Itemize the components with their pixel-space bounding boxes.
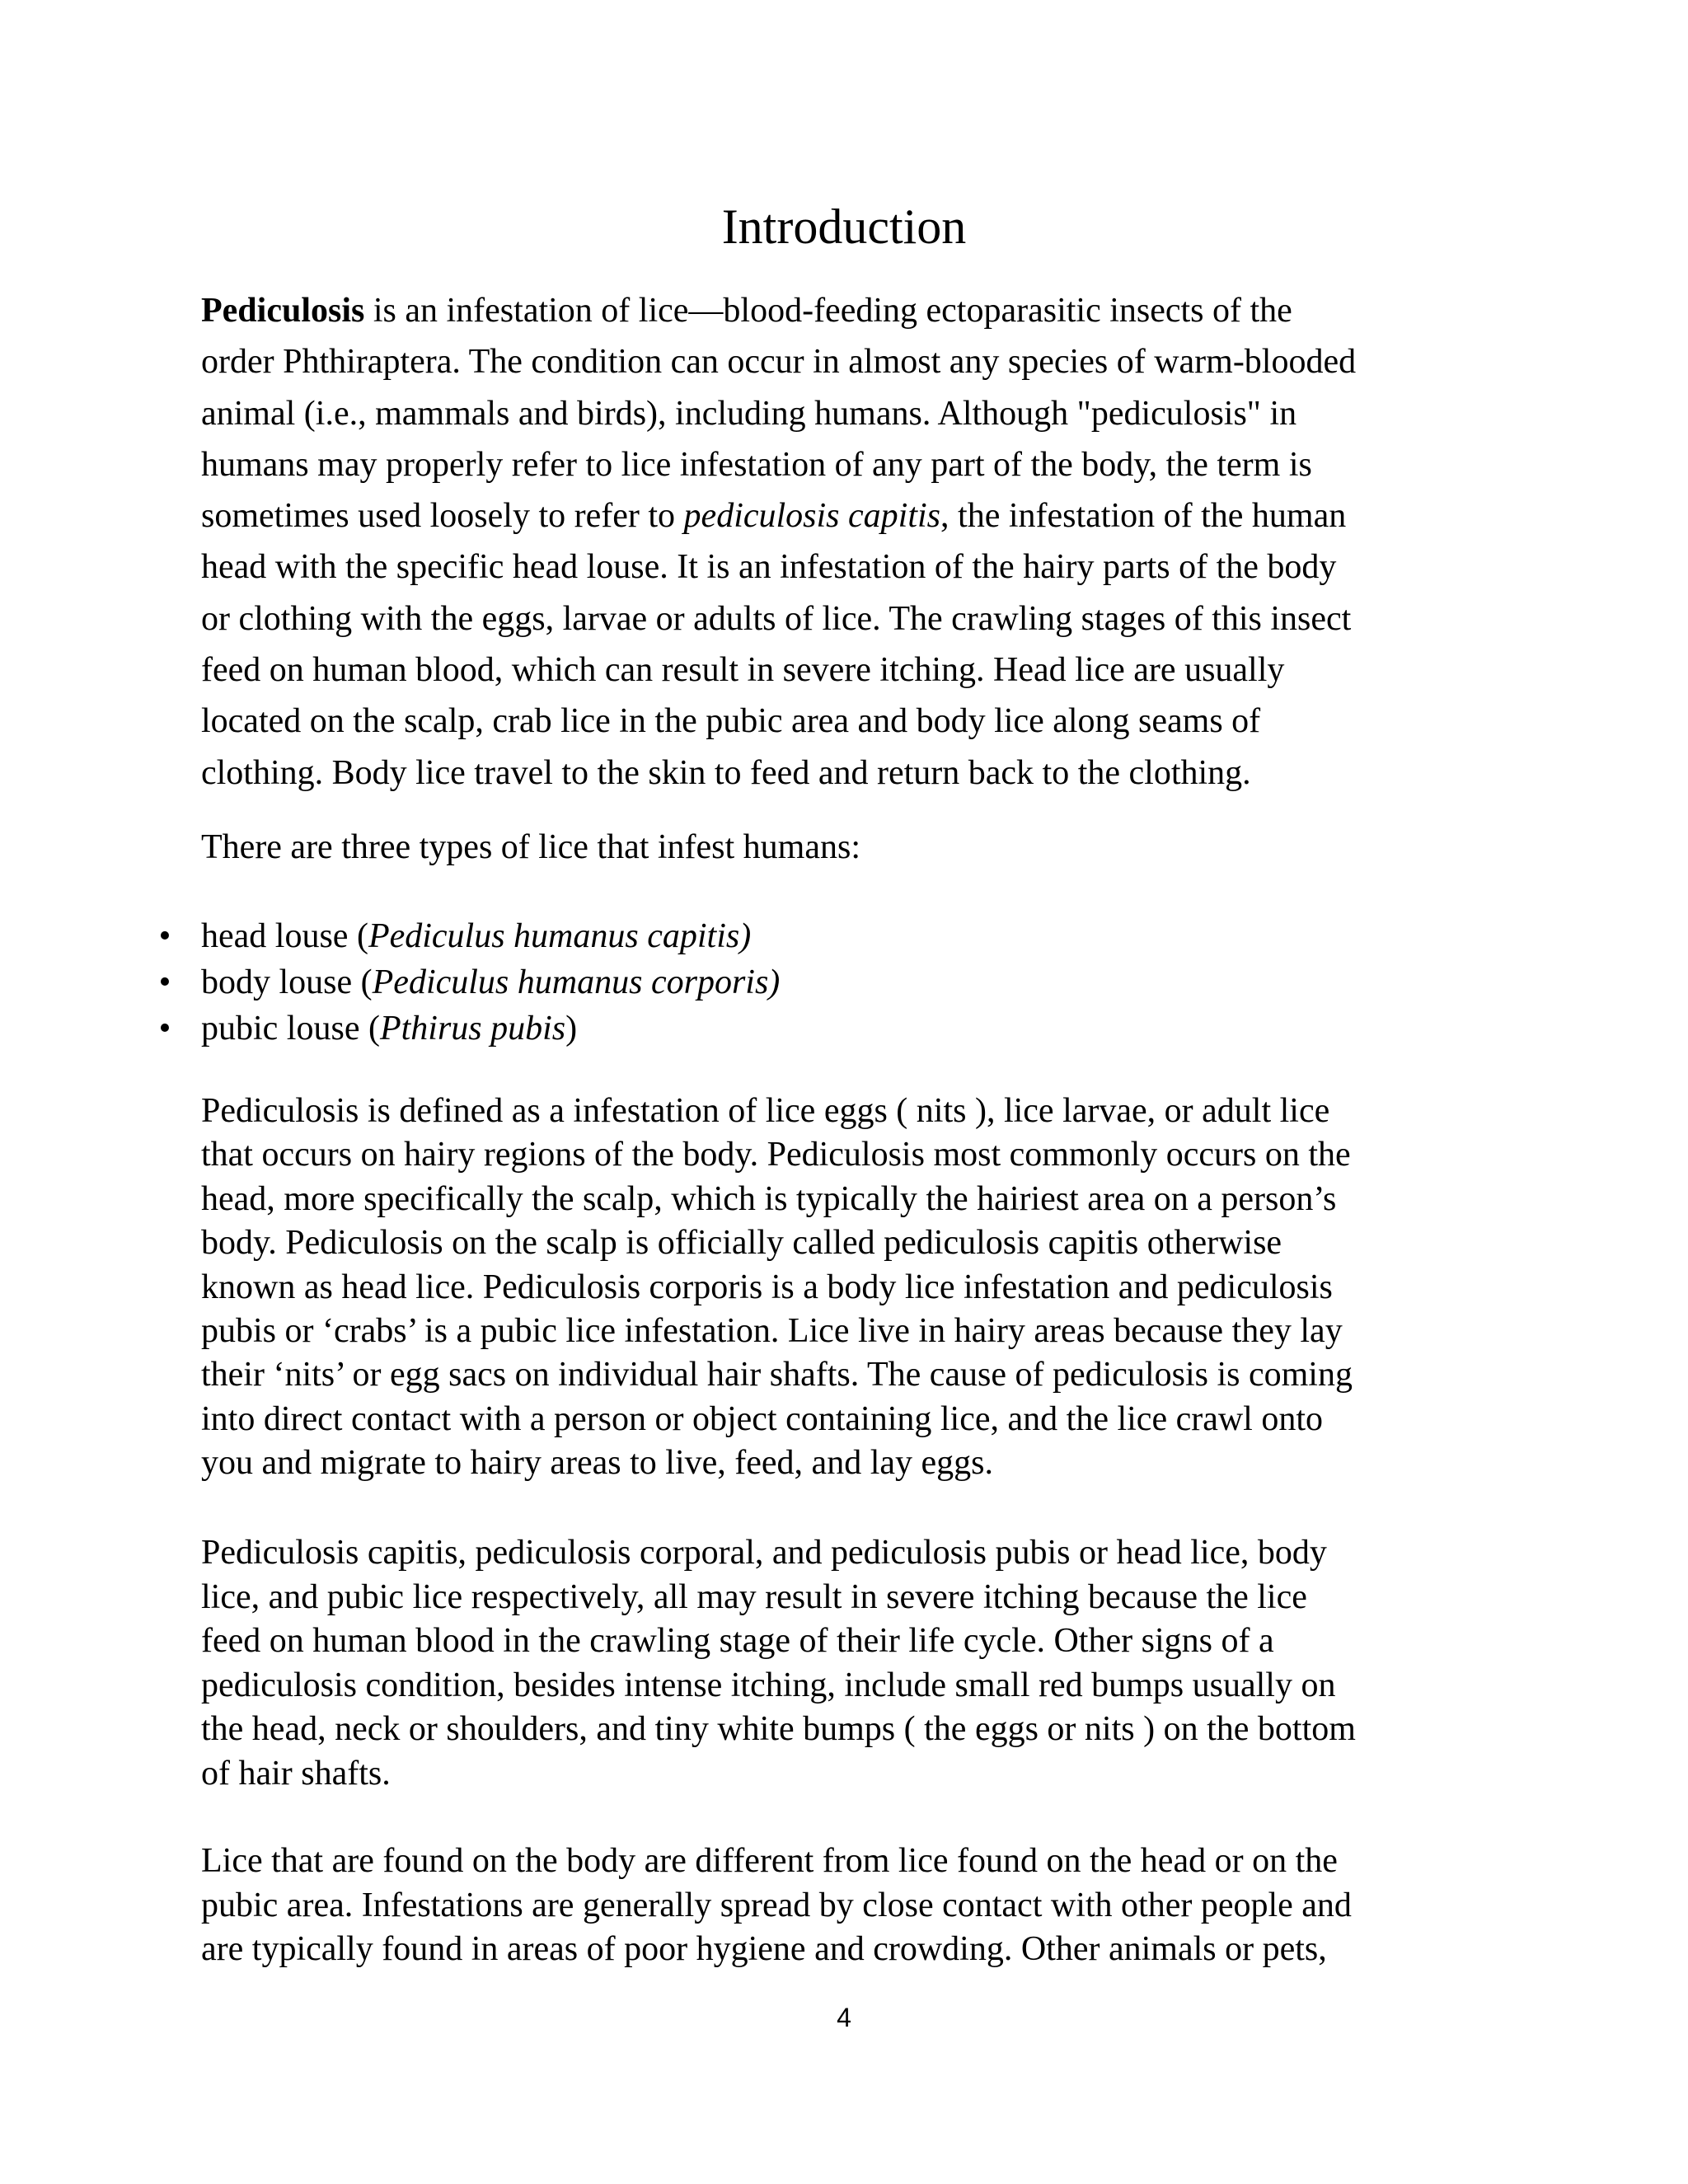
intro-line: located on the scalp, crab lice in the pubic area and body lice along seams of <box>201 702 1261 741</box>
spread-paragraph <box>201 1840 1503 1972</box>
lice-types-list <box>0 913 1688 1052</box>
symptoms-paragraph <box>201 1531 1503 1796</box>
scientific-name: Pediculus humanus capitis) <box>368 917 752 955</box>
bullet-icon: • <box>158 1010 171 1047</box>
bullet-icon: • <box>158 963 171 1001</box>
scientific-name: Pediculus humanus corporis) <box>372 963 781 1001</box>
paragraph-line: pubis or ‘crabs’ is a pubic lice infestation. Lice live in hairy areas because they lay <box>201 1312 1343 1351</box>
intro-line: clothing. Body lice travel to the skin to feed and return back to the clothing. <box>201 753 1251 792</box>
intro-line: head with the specific head louse. It is an infestation of the hairy parts of the body <box>201 548 1337 587</box>
paragraph-line: of hair shafts. <box>201 1754 391 1793</box>
list-item: • head louse (Pediculus humanus capitis) <box>0 913 1688 959</box>
list-item: • pubic louse (Pthirus pubis) <box>0 1005 1688 1052</box>
intro-paragraph <box>201 285 1503 799</box>
intro-line: humans may properly refer to lice infestation of any part of the body, the term is <box>201 445 1312 484</box>
paragraph-line: their ‘nits’ or egg sacs on individual hair shafts. The cause of pediculosis is coming <box>201 1356 1353 1394</box>
intro-line: Pediculosis is an infestation of lice—blood-feeding ectoparasitic insects of the <box>201 292 1292 330</box>
paragraph-line: Pediculosis capitis, pediculosis corporal, and pediculosis pubis or head lice, body <box>201 1534 1327 1572</box>
paragraph-line: pubic area. Infestations are generally spread by close contact with other people and <box>201 1886 1352 1924</box>
paragraph-line: known as head lice. Pediculosis corporis is a body lice infestation and pediculosis <box>201 1268 1333 1306</box>
page-number: 4 <box>837 2003 851 2032</box>
list-item: • body louse (Pediculus humanus corporis) <box>0 959 1688 1005</box>
paragraph-line: pediculosis condition, besides intense itching, include small red bumps usually on <box>201 1666 1336 1704</box>
paragraph-line: head, more specifically the scalp, which is typically the hairiest area on a person’s <box>201 1179 1337 1218</box>
term-pediculosis: Pediculosis <box>201 292 365 330</box>
bullet-icon: • <box>158 917 171 955</box>
paragraph-line: body. Pediculosis on the scalp is officially called pediculosis capitis otherwise <box>201 1224 1282 1263</box>
paragraph-line: you and migrate to hairy areas to live, feed, and lay eggs. <box>201 1444 993 1483</box>
paragraph-line: Lice that are found on the body are different from lice found on the head or on the <box>201 1842 1338 1880</box>
intro-line: feed on human blood, which can result in severe itching. Head lice are usually <box>201 651 1285 690</box>
italic-term: pediculosis capitis <box>683 497 941 536</box>
scientific-name: Pthirus pubis <box>379 1010 566 1047</box>
intro-line: animal (i.e., mammals and birds), including humans. Although "pediculosis" in <box>201 394 1297 433</box>
definition-paragraph <box>201 1090 1503 1486</box>
paragraph-line: that occurs on hairy regions of the body. Pediculosis most commonly occurs on the <box>201 1136 1351 1174</box>
types-intro: There are three types of lice that infest humans: <box>201 828 861 866</box>
paragraph-line: Pediculosis is defined as a infestation of lice eggs ( nits ), lice larvae, or adult lice <box>201 1092 1330 1130</box>
paragraph-line: are typically found in areas of poor hygiene and crowding. Other animals or pets, <box>201 1930 1327 1968</box>
paragraph-line: lice, and pubic lice respectively, all may result in severe itching because the lice <box>201 1577 1307 1616</box>
paragraph-line: feed on human blood in the crawling stage of their life cycle. Other signs of a <box>201 1622 1274 1660</box>
page-title: Introduction <box>721 199 967 254</box>
intro-line: order Phthiraptera. The condition can occur in almost any species of warm-blooded <box>201 343 1357 382</box>
paragraph-line: into direct contact with a person or object containing lice, and the lice crawl onto <box>201 1399 1324 1438</box>
intro-line: sometimes used loosely to refer to pediculosis capitis, the infestation of the human <box>201 497 1347 536</box>
intro-line: or clothing with the eggs, larvae or adults of lice. The crawling stages of this insect <box>201 599 1352 638</box>
paragraph-line: the head, neck or shoulders, and tiny white bumps ( the eggs or nits ) on the bottom <box>201 1710 1356 1748</box>
